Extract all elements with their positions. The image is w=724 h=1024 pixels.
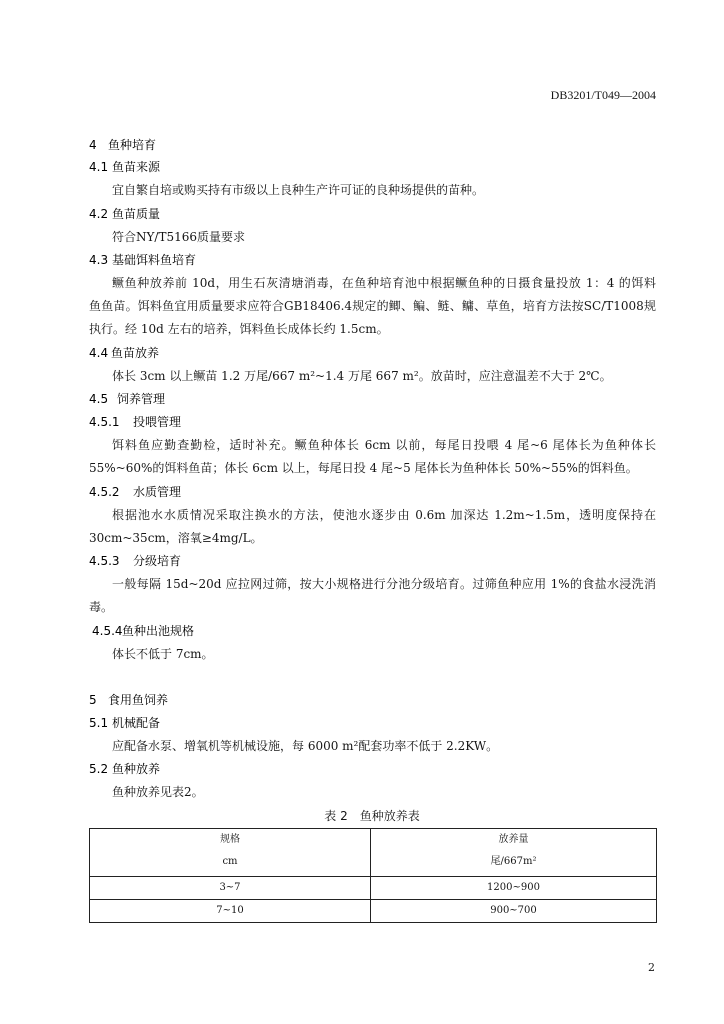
section-title: 食用鱼饲养 xyxy=(108,693,169,707)
stocking-table xyxy=(89,828,657,923)
paragraph-line: 饵料鱼应勤查勤检，适时补充。鳜鱼种体长 6cm 以前，每尾日投喂 4 尾~6 尾体长为鱼种体长 xyxy=(112,438,656,452)
section-4-2-heading xyxy=(0,206,724,222)
section-title: 饲养管理 xyxy=(117,392,166,406)
section-number: 4.5.1 xyxy=(89,415,120,429)
section-4-3-heading xyxy=(0,252,724,268)
paragraph-line: 根据池水水质情况采取注换水的方法，使池水逐步由 0.6m 加深达 1.2m~1.5m，透明度保持在 xyxy=(112,508,656,522)
section-title: 鱼苗来源 xyxy=(112,160,161,174)
paragraph-line: 55%~60%的饵料鱼苗；体长 6cm 以上，每尾日投 4 尾~5 尾体长为鱼种体长 50%~55%的饵料鱼。 xyxy=(89,461,638,475)
paragraph-line: 体长 3cm 以上鳜苗 1.2 万尾/667 m²~1.4 万尾 667 m²。放苗时，应注意温差不大于 2℃。 xyxy=(112,369,612,383)
table-caption xyxy=(89,808,655,824)
section-number: 4.5 xyxy=(89,392,109,406)
section-number: 4 xyxy=(89,138,97,152)
column-header-unit: 尾/667m² xyxy=(490,856,537,867)
table-cell: 900~700 xyxy=(490,905,537,916)
standard-code: DB3201/T049—2004 xyxy=(550,88,656,102)
table-cell: 1200~900 xyxy=(487,882,540,893)
paragraph-line: 毒。 xyxy=(89,600,114,614)
column-header-unit: cm xyxy=(222,856,238,867)
section-5-heading xyxy=(0,692,724,708)
section-title: 鱼苗质量 xyxy=(112,207,161,221)
section-4-5-1-heading xyxy=(0,414,724,430)
section-title: 基础饵料鱼培育 xyxy=(112,253,197,267)
section-number: 4.5.3 xyxy=(89,554,120,568)
page-number: 2 xyxy=(648,961,655,974)
paragraph-line: 鳜鱼种放养前 10d，用生石灰清塘消毒，在鱼种培育池中根据鳜鱼种的日摄食量投放 1：4 的饵料 xyxy=(112,276,656,290)
section-title: 鱼种放养 xyxy=(112,762,161,776)
table-header-spec xyxy=(90,829,370,876)
column-header-name: 规格 xyxy=(220,834,240,845)
paragraph-line: 鱼鱼苗。饵料鱼宜用质量要求应符合GB18406.4规定的鲫、鳊、鲢、鳙、草鱼，培育方法按SC/T1008规 xyxy=(89,299,656,313)
section-title: 水质管理 xyxy=(133,485,182,499)
paragraph-line: 一般每隔 15d~20d 应拉网过筛，按大小规格进行分池分级培育。过筛鱼种应用 1%的食盐水浸洗消 xyxy=(112,577,656,591)
section-title: 分级培育 xyxy=(133,554,182,568)
section-5-1-heading xyxy=(0,715,724,731)
section-number: 4.1 xyxy=(89,160,109,174)
section-number: 4.3 xyxy=(89,253,109,267)
section-number: 5 xyxy=(89,693,97,707)
table-caption-title: 鱼种放养表 xyxy=(359,809,420,823)
paragraph-line: 宜自繁自培或购买持有市级以上良种生产许可证的良种场提供的苗种。 xyxy=(112,183,485,197)
paragraph-line: 执行。经 10d 左右的培养，饵料鱼长成体长约 1.5cm。 xyxy=(89,322,389,336)
section-4-heading xyxy=(0,137,724,153)
table-cell: 7~10 xyxy=(216,905,244,916)
paragraph-line: 鱼种放养见表2。 xyxy=(112,785,204,799)
section-4-1-heading xyxy=(0,159,724,175)
section-number: 4.2 xyxy=(89,207,109,221)
section-4-5-4-heading xyxy=(0,623,724,639)
paragraph-line: 应配备水泵、增氧机等机械设施，每 6000 m²配套功率不低于 2.2KW。 xyxy=(112,739,499,753)
section-4-4-heading xyxy=(0,345,724,361)
table-header-quantity xyxy=(371,829,656,876)
section-number: 5.1 xyxy=(89,716,109,730)
paragraph-line: 30cm~35cm，溶氧≥4mg/L。 xyxy=(89,531,263,545)
column-header-name: 放养量 xyxy=(498,834,529,845)
section-5-2-heading xyxy=(0,761,724,777)
section-number: 5.2 xyxy=(89,762,109,776)
section-4-5-heading xyxy=(0,391,724,407)
section-title: 机械配备 xyxy=(112,716,161,730)
table-cell: 3~7 xyxy=(219,882,241,893)
section-number: 4.4 xyxy=(89,346,109,360)
section-title: 鱼种培育 xyxy=(108,138,157,152)
table-caption-label: 表 2 xyxy=(324,809,348,823)
section-title: 鱼种出池规格 xyxy=(122,624,195,638)
section-number: 4.5.2 xyxy=(89,485,120,499)
paragraph-line: 体长不低于 7cm。 xyxy=(112,647,214,661)
paragraph-line: 符合NY/T5166质量要求 xyxy=(112,230,246,244)
section-4-5-3-heading xyxy=(0,553,724,569)
section-title: 鱼苗放养 xyxy=(111,346,160,360)
section-number: 4.5.4 xyxy=(92,624,123,638)
section-4-5-2-heading xyxy=(0,484,724,500)
section-title: 投喂管理 xyxy=(133,415,182,429)
